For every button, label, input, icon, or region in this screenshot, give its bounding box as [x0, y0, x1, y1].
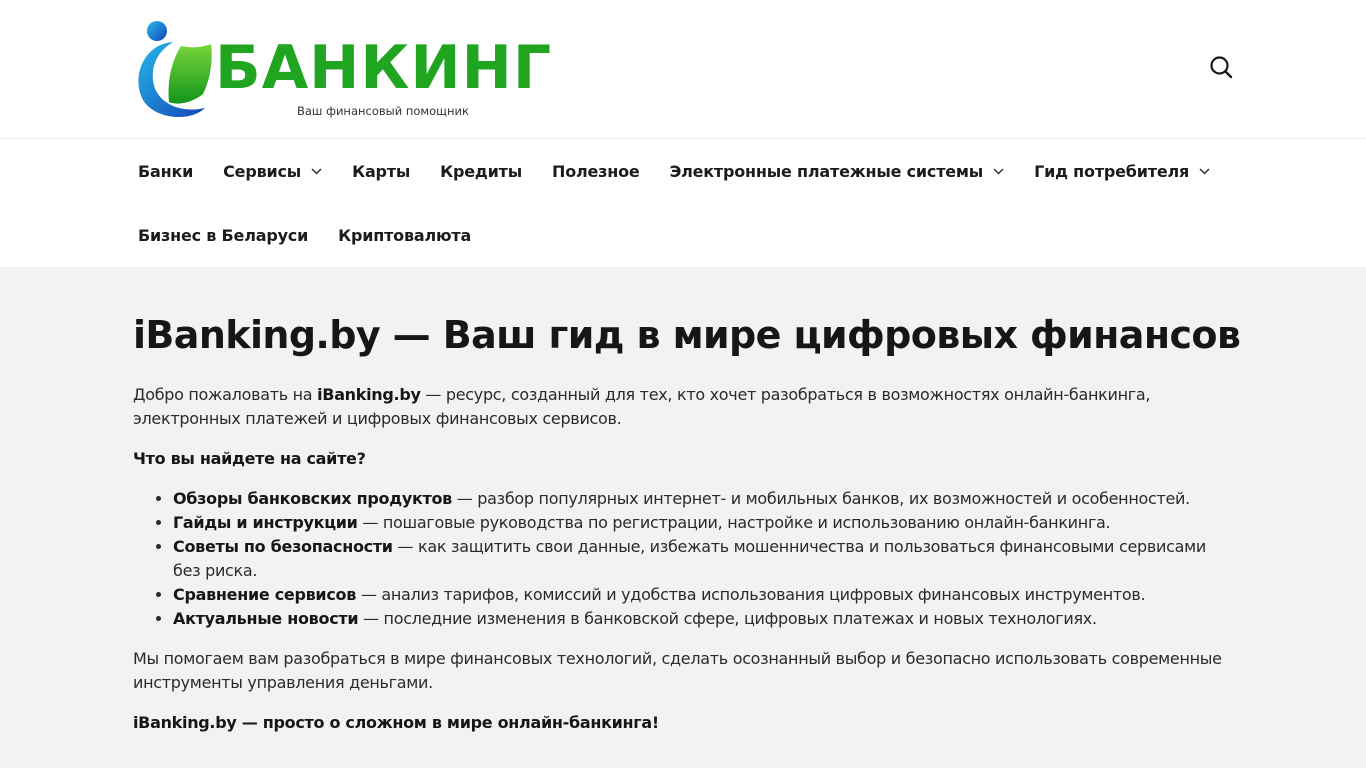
list-item — [173, 487, 1236, 511]
features-list — [173, 487, 1236, 631]
nav-item-label: Карты — [352, 161, 411, 181]
slogan — [133, 711, 1236, 735]
nav-item-label: Кредиты — [440, 161, 522, 181]
feature-title: Обзоры банковских продуктов — [173, 488, 453, 508]
list-item — [173, 511, 1236, 535]
nav-item-label: Бизнес в Беларуси — [138, 225, 309, 245]
nav-item-label: Гид потребителя — [1034, 161, 1190, 181]
site-logo[interactable] — [133, 18, 553, 122]
page-title: iBanking.by — Ваш гид в мире цифровых финансов — [133, 313, 1241, 357]
list-item — [173, 607, 1236, 631]
nav-item-banks[interactable] — [138, 162, 193, 181]
nav-item-label: Сервисы — [223, 161, 302, 181]
list-item — [173, 583, 1236, 607]
feature-title: Советы по безопасности — [173, 536, 393, 556]
nav-item-payment-systems[interactable] — [670, 162, 1005, 181]
nav-item-cards[interactable] — [352, 162, 410, 181]
feature-title: Гайды и инструкции — [173, 512, 358, 532]
features-subheading-text: Что вы найдете на сайте? — [133, 448, 366, 468]
logo-tagline: Ваш финансовый помощник — [297, 104, 469, 118]
list-item — [173, 535, 1236, 583]
intro-site-name: iBanking.by — [317, 384, 421, 404]
nav-item-credits[interactable] — [440, 162, 522, 181]
nav-row-secondary — [138, 223, 501, 247]
chevron-down-icon — [993, 168, 1004, 175]
nav-item-label: Полезное — [552, 161, 640, 181]
feature-text: — анализ тарифов, комиссий и удобства использования цифровых финансовых инструментов. — [356, 584, 1146, 604]
nav-item-consumer-guide[interactable] — [1034, 162, 1210, 181]
main-navigation — [0, 139, 1366, 267]
nav-item-business-belarus[interactable] — [138, 226, 308, 245]
features-subheading — [133, 447, 1236, 471]
feature-title: Актуальные новости — [173, 608, 359, 628]
search-button[interactable] — [1207, 53, 1235, 81]
nav-row-primary — [138, 159, 1240, 183]
intro-suffix: — ресурс, созданный для тех, кто хочет разобраться в возможностях онлайн-банкинга, электронных платежей и цифровых финансовых сервисов. — [133, 384, 1151, 428]
chevron-down-icon — [1199, 168, 1210, 175]
outro-paragraph: Мы помогаем вам разобраться в мире финансовых технологий, сделать осознанный выбор и безопасно использовать современные инструменты управления деньгами. — [133, 648, 1222, 692]
nav-item-useful[interactable] — [552, 162, 640, 181]
nav-item-label: Банки — [138, 161, 194, 181]
search-icon — [1209, 55, 1233, 79]
feature-text: — как защитить свои данные, избежать мошенничества и пользоваться финансовыми сервисами без риска. — [173, 536, 1206, 580]
nav-item-label: Криптовалюта — [338, 225, 472, 245]
site-header — [0, 0, 1366, 139]
logo-i-icon — [133, 18, 223, 122]
feature-title: Сравнение сервисов — [173, 584, 357, 604]
intro-paragraph — [133, 383, 1236, 431]
intro-prefix: Добро пожаловать на — [133, 384, 318, 404]
feature-text: — разбор популярных интернет- и мобильных банков, их возможностей и особенностей. — [452, 488, 1190, 508]
chevron-down-icon — [311, 168, 322, 175]
logo-wordmark: БАНКИНГ — [215, 33, 553, 103]
main-content — [0, 267, 1241, 735]
nav-item-services[interactable] — [223, 162, 322, 181]
feature-text: — последние изменения в банковской сфере, цифровых платежах и новых технологиях. — [358, 608, 1097, 628]
slogan-text: iBanking.by — просто о сложном в мире онлайн-банкинга! — [133, 712, 659, 732]
nav-item-crypto[interactable] — [338, 226, 471, 245]
feature-text: — пошаговые руководства по регистрации, настройке и использованию онлайн-банкинга. — [357, 512, 1111, 532]
nav-item-label: Электронные платежные системы — [669, 161, 984, 181]
